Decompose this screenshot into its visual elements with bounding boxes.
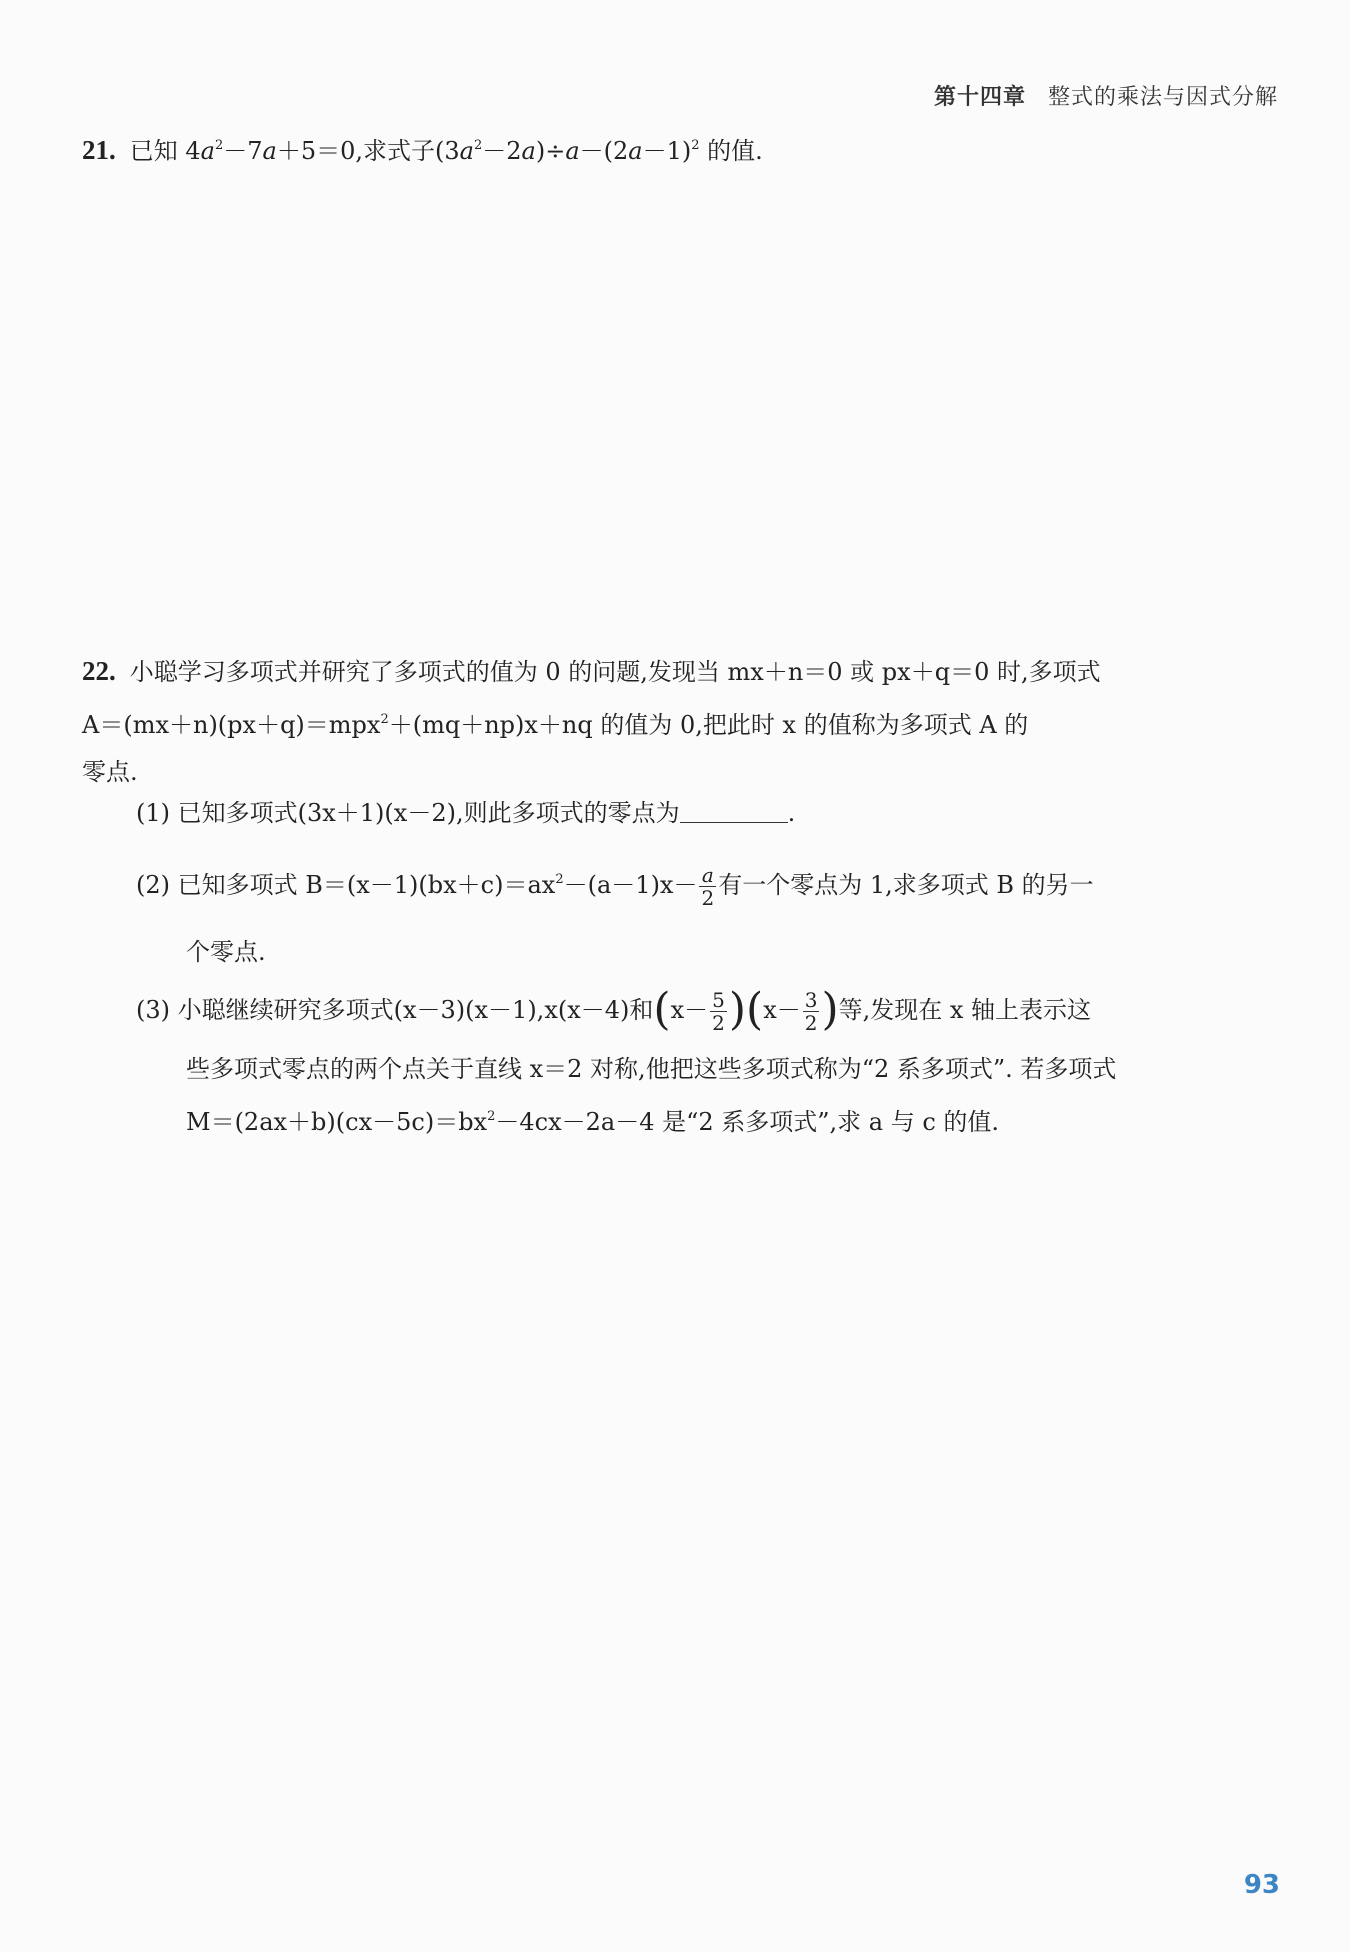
problem-text: －7 bbox=[223, 137, 263, 165]
subquestion-text: x－ bbox=[763, 996, 801, 1024]
subquestion-2-line-1 bbox=[136, 856, 1278, 909]
problem-text: －2 bbox=[482, 137, 522, 165]
fraction-numerator: 3 bbox=[804, 988, 818, 1012]
math-exponent: 2 bbox=[555, 872, 564, 887]
math-exponent: 2 bbox=[691, 138, 700, 153]
math-exponent: 2 bbox=[214, 138, 224, 153]
subquestion-3 bbox=[136, 986, 1278, 1146]
problem-22 bbox=[82, 648, 1278, 796]
answer-blank[interactable] bbox=[680, 800, 788, 823]
problem-text: A＝(mx＋n)(px＋q)＝mpx bbox=[82, 711, 381, 739]
problem-number: 21. bbox=[82, 135, 116, 165]
math-exponent: 2 bbox=[473, 138, 483, 153]
fraction bbox=[699, 864, 716, 909]
subquestion-text: －4cx－2a－4 是“2 系多项式”,求 a 与 c 的值. bbox=[495, 1108, 1000, 1136]
chapter-title: 整式的乘法与因式分解 bbox=[1047, 85, 1278, 110]
math-var: a bbox=[459, 137, 474, 165]
problem-text: 已知 4 bbox=[129, 137, 201, 165]
subquestion-text: 些多项式零点的两个点关于直线 x＝2 对称,他把这些多项式称为“2 系多项式”. 若多项式 bbox=[186, 1055, 1117, 1083]
subquestion-text: 有一个零点为 1,求多项式 B 的另一 bbox=[718, 871, 1094, 899]
subquestion-text: (2) 已知多项式 B＝(x－1)(bx＋c)＝ax bbox=[136, 871, 556, 899]
subquestion-2 bbox=[136, 856, 1278, 976]
left-paren: ( bbox=[653, 984, 671, 1035]
math-exponent: 2 bbox=[487, 1109, 496, 1124]
left-paren: ( bbox=[746, 984, 764, 1035]
subquestion-text: (3) 小聪继续研究多项式(x－3)(x－1),x(x－4)和 bbox=[136, 996, 654, 1024]
problem-text: －(2 bbox=[579, 137, 629, 165]
problem-text: －1) bbox=[642, 137, 692, 165]
fraction-denominator: 2 bbox=[712, 1011, 725, 1035]
fraction-numerator: 5 bbox=[712, 988, 725, 1012]
fraction-denominator: 2 bbox=[701, 886, 715, 910]
problem-text: 零点. bbox=[82, 758, 138, 786]
right-paren: ) bbox=[821, 984, 839, 1035]
problem-text: 小聪学习多项式并研究了多项式的值为 0 的问题,发现当 mx＋n＝0 或 px＋q＝0 时,多项式 bbox=[129, 658, 1101, 686]
subquestion-text: . bbox=[787, 799, 796, 827]
math-var: a bbox=[565, 137, 580, 165]
chapter-header bbox=[934, 80, 1278, 111]
subquestion-text: 等,发现在 x 轴上表示这 bbox=[838, 996, 1092, 1024]
problem-21 bbox=[82, 122, 1278, 175]
subquestion-3-line-3 bbox=[136, 1093, 1278, 1146]
problem-22-line-1 bbox=[82, 648, 1278, 696]
fraction bbox=[803, 989, 820, 1034]
chapter-number: 第十四章 bbox=[933, 85, 1026, 110]
subquestion-2-line-2 bbox=[136, 929, 1278, 976]
page-number: 93 bbox=[1243, 1870, 1280, 1900]
problem-22-line-2 bbox=[82, 696, 1278, 749]
problem-text: )÷ bbox=[535, 137, 566, 165]
math-var: a bbox=[628, 137, 643, 165]
subquestion-3-line-1 bbox=[136, 986, 1278, 1034]
subquestion-text: M＝(2ax＋b)(cx－5c)＝bx bbox=[186, 1108, 488, 1136]
problem-text: ＋(mq＋np)x＋nq 的值为 0,把此时 x 的值称为多项式 A 的 bbox=[388, 711, 1029, 739]
problem-text: 的值. bbox=[699, 137, 763, 165]
math-exponent: 2 bbox=[380, 712, 389, 727]
problem-text: ＋5＝0,求式子(3 bbox=[276, 137, 460, 165]
problem-22-line-3 bbox=[82, 749, 1278, 796]
subquestion-text: 个零点. bbox=[186, 938, 266, 966]
subquestion-text: x－ bbox=[670, 996, 709, 1024]
subquestion-text: －(a－1)x－ bbox=[563, 871, 698, 899]
fraction-numerator: a bbox=[699, 864, 716, 887]
subquestion-text: (1) 已知多项式(3x＋1)(x－2),则此多项式的零点为 bbox=[136, 799, 680, 827]
fraction-denominator: 2 bbox=[804, 1011, 818, 1035]
math-var: a bbox=[262, 137, 277, 165]
subquestion-1 bbox=[136, 790, 1278, 837]
math-var: a bbox=[200, 137, 215, 165]
subquestion-3-line-2 bbox=[136, 1046, 1278, 1093]
right-paren: ) bbox=[728, 984, 747, 1035]
math-var: a bbox=[521, 137, 536, 165]
problem-number: 22. bbox=[82, 656, 116, 686]
fraction bbox=[710, 989, 727, 1034]
